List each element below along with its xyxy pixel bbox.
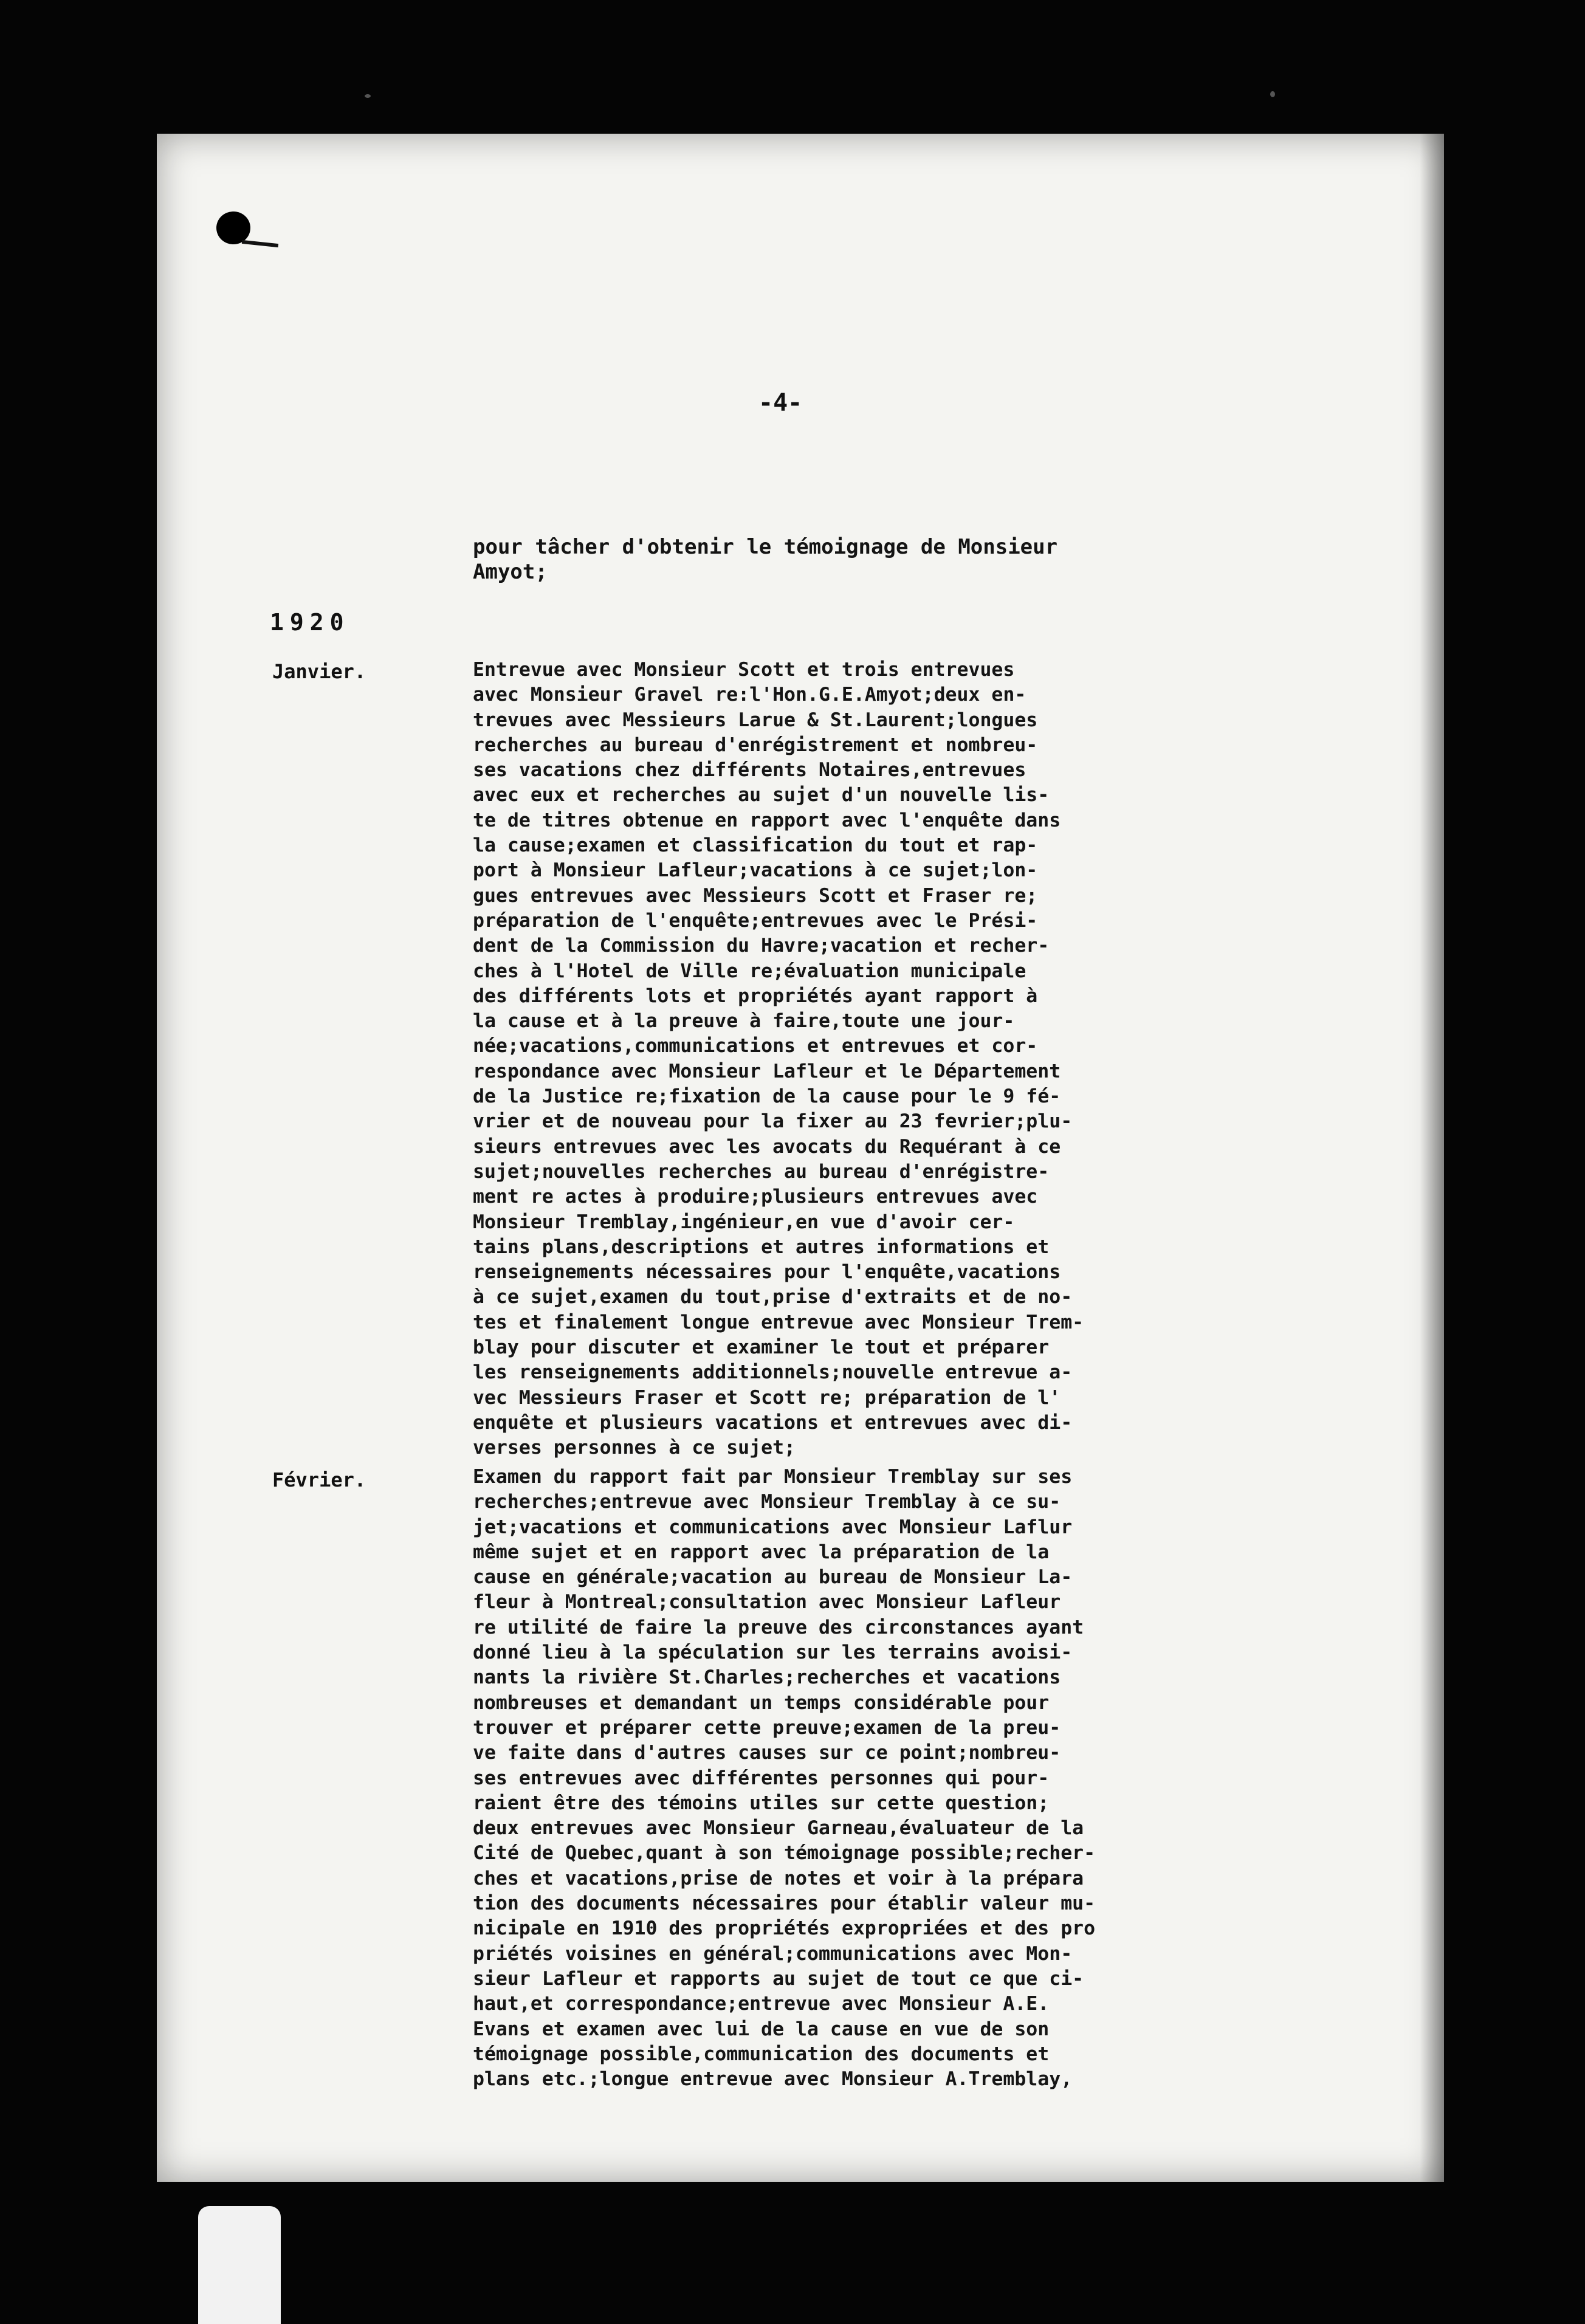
- janvier-text-line: respondance avec Monsieur Lafleur et le Département: [473, 1060, 1061, 1082]
- fevrier-text-line: tion des documents nécessaires pour établir valeur mu-: [473, 1893, 1096, 1915]
- continuation-line: pour tâcher d'obtenir le témoignage de Monsieur: [473, 535, 1058, 559]
- janvier-text-line: enquête et plusieurs vacations et entrevues avec di-: [473, 1411, 1073, 1434]
- film-speck: [1270, 91, 1275, 97]
- janvier-text-line: préparation de l'enquête;entrevues avec le Prési-: [473, 909, 1038, 932]
- fevrier-text-line: Evans et examen avec lui de la cause en vue de son: [473, 2018, 1050, 2040]
- fevrier-text-line: trouver et préparer cette preuve;examen de la preu-: [473, 1716, 1061, 1739]
- janvier-text-line: avec Monsieur Gravel re:l'Hon.G.E.Amyot;deux en-: [473, 684, 1026, 706]
- janvier-text-line: ches à l'Hotel de Ville re;évaluation municipale: [473, 960, 1026, 982]
- janvier-text-line: vec Messieurs Fraser et Scott re; préparation de l': [473, 1386, 1061, 1409]
- fevrier-text-line: témoignage possible,communication des documents et: [473, 2043, 1050, 2065]
- janvier-text-line: la cause et à la preuve à faire,toute une jour-: [473, 1010, 1015, 1033]
- janvier-text-line: sujet;nouvelles recherches au bureau d'enrégistre-: [473, 1160, 1050, 1183]
- janvier-text-line: les renseignements additionnels;nouvelle entrevue a-: [473, 1361, 1073, 1384]
- janvier-text-line: née;vacations,communications et entrevues et cor-: [473, 1035, 1038, 1057]
- fevrier-text-line: priétés voisines en général;communications avec Mon-: [473, 1942, 1073, 1965]
- month-label-fevrier: Février.: [272, 1468, 366, 1491]
- fevrier-text-line: jet;vacations et communications avec Monsieur Laflur: [473, 1516, 1073, 1538]
- janvier-text-line: vrier et de nouveau pour la fixer au 23 fevrier;plu-: [473, 1110, 1073, 1133]
- janvier-text-line: la cause;examen et classification du tout et rap-: [473, 834, 1038, 857]
- fevrier-text-line: sieur Lafleur et rapports au sujet de tout ce que ci-: [473, 1967, 1084, 1990]
- continuation-line: Amyot;: [473, 560, 548, 584]
- fevrier-text-line: plans etc.;longue entrevue avec Monsieur A.Tremblay,: [473, 2068, 1073, 2091]
- janvier-text-line: recherches au bureau d'enrégistrement et nombreu-: [473, 734, 1038, 756]
- janvier-text-line: port à Monsieur Lafleur;vacations à ce sujet;lon-: [473, 859, 1038, 882]
- janvier-text-line: sieurs entrevues avec les avocats du Requérant à ce: [473, 1135, 1061, 1158]
- fevrier-text-line: deux entrevues avec Monsieur Garneau,évaluateur de la: [473, 1817, 1084, 1840]
- month-label-janvier: Janvier.: [272, 660, 366, 683]
- fevrier-text-line: ve faite dans d'autres causes sur ce point;nombreu-: [473, 1742, 1061, 1764]
- fevrier-text-line: re utilité de faire la preuve des circonstances ayant: [473, 1616, 1084, 1638]
- janvier-text-line: ment re actes à produire;plusieurs entrevues avec: [473, 1186, 1038, 1208]
- document-page: [157, 134, 1444, 2182]
- fevrier-text-line: ches et vacations,prise de notes et voir à la prépara: [473, 1867, 1084, 1889]
- janvier-text-line: verses personnes à ce sujet;: [473, 1437, 796, 1459]
- janvier-text-line: avec eux et recherches au sujet d'un nouvelle lis-: [473, 784, 1050, 806]
- fevrier-text-line: même sujet et en rapport avec la préparation de la: [473, 1541, 1050, 1563]
- janvier-text-line: Entrevue avec Monsieur Scott et trois entrevues: [473, 659, 1015, 681]
- janvier-text-line: blay pour discuter et examiner le tout et préparer: [473, 1336, 1050, 1359]
- janvier-text-line: Monsieur Tremblay,ingénieur,en vue d'avoir cer-: [473, 1211, 1015, 1233]
- janvier-text-line: à ce sujet,examen du tout,prise d'extraits et de no-: [473, 1286, 1073, 1308]
- entry-text-fevrier: [473, 1465, 1421, 2092]
- film-frame-tab: [198, 2206, 281, 2324]
- janvier-text-line: dent de la Commission du Havre;vacation et recher-: [473, 935, 1050, 957]
- janvier-text-line: renseignements nécessaires pour l'enquête,vacations: [473, 1261, 1061, 1284]
- janvier-text-line: gues entrevues avec Messieurs Scott et Fraser re;: [473, 884, 1038, 907]
- fevrier-text-line: Examen du rapport fait par Monsieur Tremblay sur ses: [473, 1466, 1073, 1488]
- janvier-text-line: trevues avec Messieurs Larue & St.Laurent;longues: [473, 709, 1038, 731]
- fevrier-text-line: nombreuses et demandant un temps considérable pour: [473, 1691, 1050, 1714]
- janvier-text-line: te de titres obtenue en rapport avec l'enquête dans: [473, 809, 1061, 831]
- continuation-paragraph: [473, 535, 1384, 585]
- film-speck: [365, 94, 371, 98]
- fevrier-text-line: raient être des témoins utiles sur cette question;: [473, 1792, 1050, 1814]
- janvier-text-line: tes et finalement longue entrevue avec Monsieur Trem-: [473, 1311, 1084, 1333]
- janvier-text-line: des différents lots et propriétés ayant rapport à: [473, 985, 1038, 1007]
- janvier-text-line: de la Justice re;fixation de la cause pour le 9 fé-: [473, 1085, 1061, 1108]
- fevrier-text-line: nicipale en 1910 des propriétés expropriées et des pro: [473, 1917, 1096, 1940]
- fevrier-text-line: haut,et correspondance;entrevue avec Monsieur A.E.: [473, 1993, 1050, 2015]
- fevrier-text-line: nants la rivière St.Charles;recherches et vacations: [473, 1666, 1061, 1689]
- janvier-text-line: ses vacations chez différents Notaires,entrevues: [473, 759, 1026, 782]
- fevrier-text-line: Cité de Quebec,quant à son témoignage possible;recher-: [473, 1842, 1096, 1865]
- fevrier-text-line: ses entrevues avec différentes personnes qui pour-: [473, 1767, 1050, 1789]
- fevrier-text-line: fleur à Montreal;consultation avec Monsieur Lafleur: [473, 1591, 1061, 1614]
- janvier-text-line: tains plans,descriptions et autres informations et: [473, 1236, 1050, 1258]
- entry-text-janvier: [473, 658, 1421, 1461]
- punch-hole-mark: [216, 211, 250, 244]
- year-heading: 1920: [270, 609, 350, 636]
- fevrier-text-line: donné lieu à la spéculation sur les terrains avoisi-: [473, 1642, 1073, 1664]
- fevrier-text-line: recherches;entrevue avec Monsieur Tremblay à ce su-: [473, 1491, 1061, 1513]
- punch-hole-smudge: [242, 240, 278, 247]
- page-number: -4-: [758, 389, 803, 417]
- fevrier-text-line: cause en générale;vacation au bureau de Monsieur La-: [473, 1566, 1073, 1589]
